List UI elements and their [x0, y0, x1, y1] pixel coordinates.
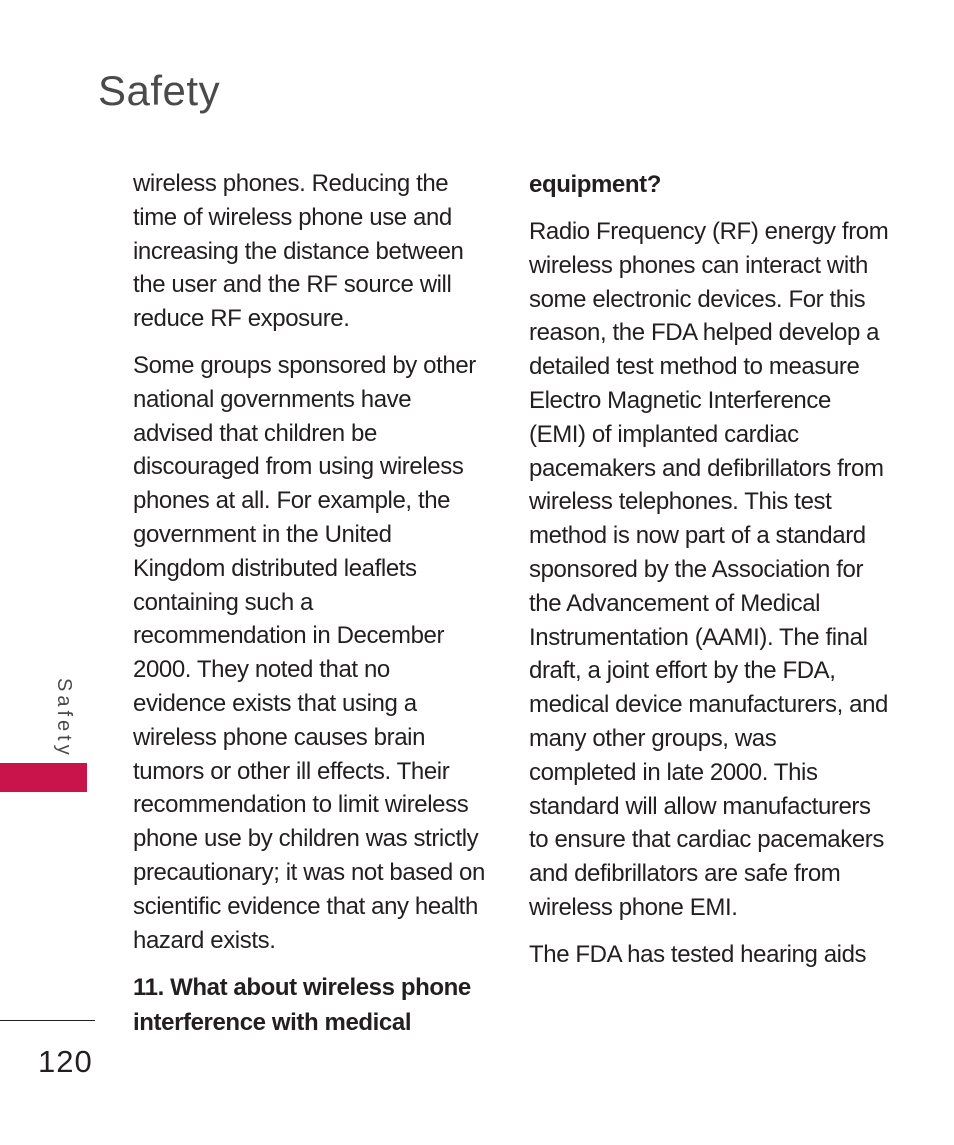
page-number: 120 — [38, 1044, 93, 1079]
section-accent-tab — [0, 763, 87, 792]
page-title: Safety — [98, 67, 221, 114]
side-section-label: Safety — [53, 678, 75, 759]
section-heading: 11. What about wireless phone interference with medical — [133, 974, 471, 1037]
left-text-column — [133, 167, 488, 1053]
section-heading-continued: equipment? — [529, 171, 661, 198]
body-paragraph: wireless phones. Reducing the time of wireless phone use and increasing the distance between the user and the RF source will reduce RF exposure. — [133, 170, 464, 333]
right-text-column — [529, 167, 889, 985]
body-paragraph: Some groups sponsored by other national governments have advised that children be discouraged from using wireless phones at all. For example, the government in the United Kingdom distributed leaflets containing such a recommendation in December 2000. They noted that no evidence exists that using a wireless phone causes brain tumors or other ill effects. Their recommendation to limit wireless phone use by children was strictly precautionary; it was not based on scientific evidence that any health hazard exists. — [133, 351, 485, 954]
body-paragraph: Radio Frequency (RF) energy from wireless phones can interact with some electronic devices. For this reason, the FDA helped develop a detailed test method to measure Electro Magnetic Interference (EMI) of implanted cardiac pacemakers and defibrillators from wireless telephones. This test method is now part of a standard sponsored by the Association for the Advancement of Medical Instrumentation (AAMI). The final draft, a joint effort by the FDA, medical device manufacturers, and many other groups, was completed in late 2000. This standard will allow manufacturers to ensure that cardiac pacemakers and defibrillators are safe from wireless phone EMI. — [529, 218, 889, 921]
footer-divider — [0, 1020, 95, 1021]
body-paragraph: The FDA has tested hearing aids — [529, 940, 867, 968]
